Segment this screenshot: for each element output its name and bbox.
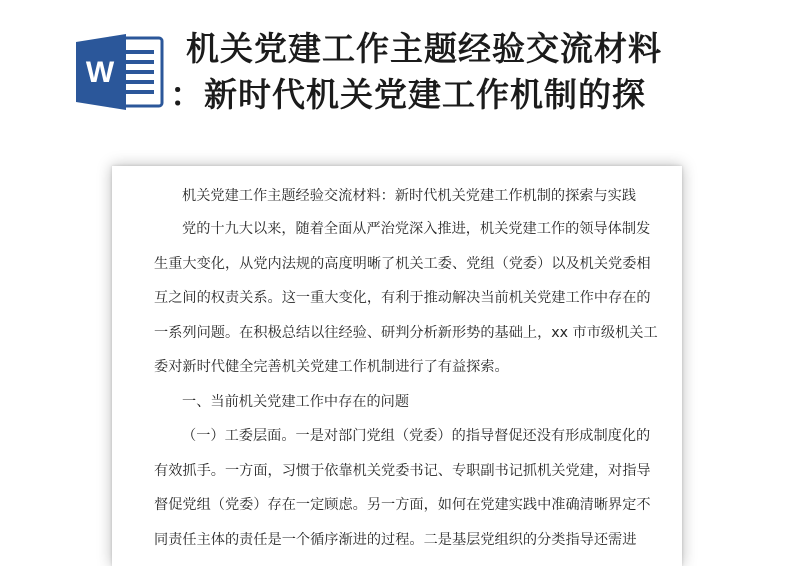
paragraph-line: 党的十九大以来，随着全面从严治党深入推进，机关党建工作的领导体制发 bbox=[182, 221, 651, 237]
document-body bbox=[154, 184, 658, 563]
page-title bbox=[170, 26, 786, 118]
document-page bbox=[112, 166, 682, 566]
word-icon-letter: W bbox=[85, 56, 115, 89]
paragraph-line: 生重大变化，从党内法规的高度明晰了机关工委、党组（党委）以及机关党委相 bbox=[154, 255, 651, 272]
section-heading: 一、当前机关党建工作中存在的问题 bbox=[182, 393, 410, 410]
paragraph-line: 互之间的权责关系。这一重大变化，有利于推动解决当前机关党建工作中存在的 bbox=[154, 290, 651, 306]
paragraph-line: 一系列问题。在积极总结以往经验、研判分析新形势的基础上，xx 市市级机关工 bbox=[154, 324, 658, 341]
paragraph-line: 同责任主体的责任是一个循序渐进的过程。二是基层党组织的分类指导还需进 bbox=[154, 531, 637, 548]
paragraph-line: （一）工委层面。一是对部门党组（党委）的指导督促还没有形成制度化的 bbox=[182, 428, 651, 444]
page-title-line-2: ：新时代机关党建工作机制的探 bbox=[170, 75, 646, 114]
paragraph-line: 督促党组（党委）存在一定顾虑。另一方面，如何在党建实践中准确清晰界定不 bbox=[154, 497, 651, 513]
paragraph-line: 委对新时代健全完善机关党建工作机制进行了有益探索。 bbox=[154, 359, 509, 375]
document-title: 机关党建工作主题经验交流材料：新时代机关党建工作机制的探索与实践 bbox=[182, 188, 637, 204]
page-title-line-1: 机关党建工作主题经验交流材料 bbox=[186, 29, 662, 68]
paragraph-line: 有效抓手。一方面，习惯于依靠机关党委书记、专职副书记抓机关党建，对指导 bbox=[154, 462, 651, 479]
word-icon bbox=[74, 32, 164, 112]
